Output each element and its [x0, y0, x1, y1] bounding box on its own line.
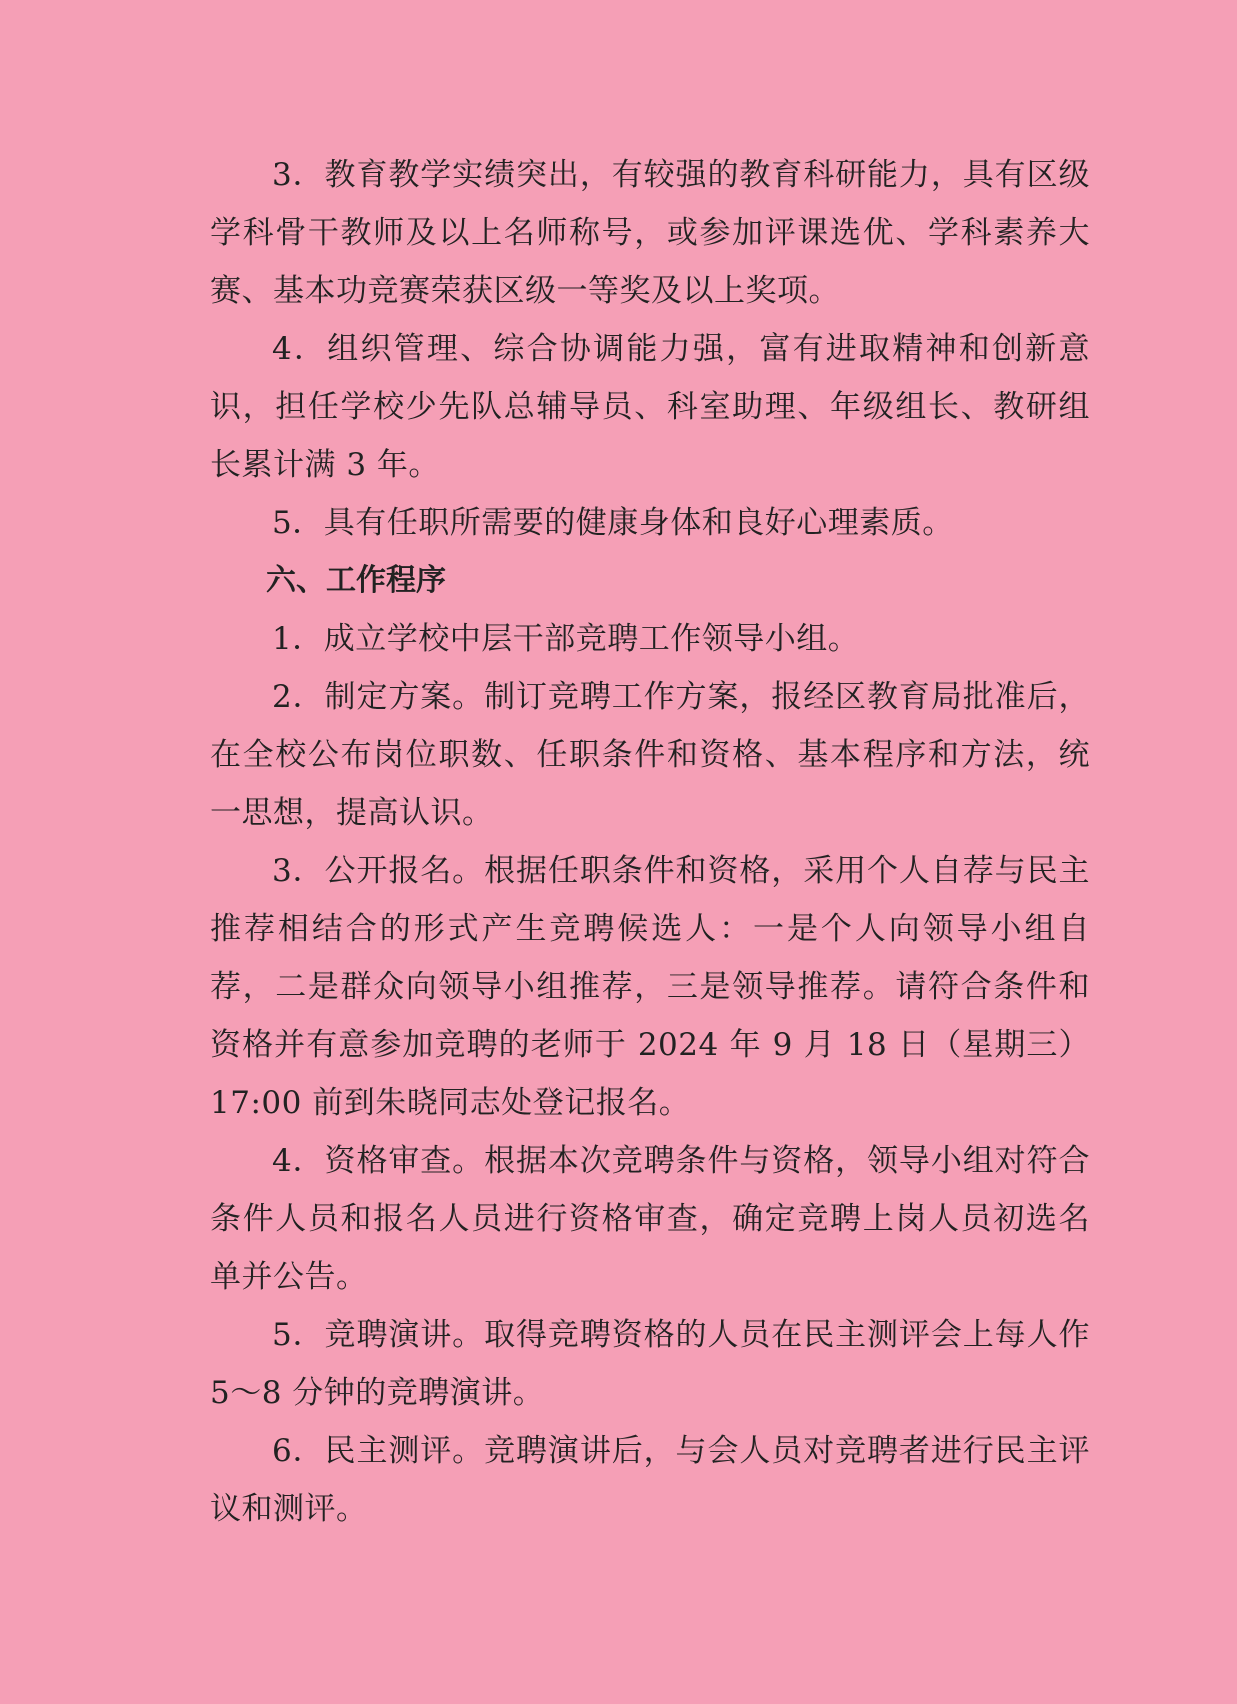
- paragraph-procedure-5: 5．竞聘演讲。取得竞聘资格的人员在民主测评会上每人作 5～8 分钟的竞聘演讲。: [210, 1317, 1090, 1411]
- paragraph-requirement-5: 5．具有任职所需要的健康身体和良好心理素质。: [272, 505, 954, 541]
- paragraph-procedure-2: 2．制定方案。制订竞聘工作方案，报经区教育局批准后，在全校公布岗位职数、任职条件和资格、基本程序和方法，统一思想，提高认识。: [210, 679, 1090, 831]
- paragraph-requirement-3: 3．教育教学实绩突出，有较强的教育科研能力，具有区级学科骨干教师及以上名师称号，或参加评课选优、学科素养大赛、基本功竞赛荣获区级一等奖及以上奖项。: [210, 157, 1090, 309]
- paragraph-procedure-1: 1．成立学校中层干部竞聘工作领导小组。: [272, 621, 860, 657]
- section-heading: 六、工作程序: [266, 563, 446, 598]
- paragraph-requirement-4: 4．组织管理、综合协调能力强，富有进取精神和创新意识，担任学校少先队总辅导员、科室助理、年级组长、教研组长累计满 3 年。: [210, 331, 1090, 483]
- document-body: [210, 146, 1090, 1538]
- paragraph-procedure-6: 6．民主测评。竞聘演讲后，与会人员对竞聘者进行民主评议和测评。: [210, 1433, 1090, 1527]
- paragraph-procedure-3: 3．公开报名。根据任职条件和资格，采用个人自荐与民主推荐相结合的形式产生竞聘候选人：一是个人向领导小组自荐，二是群众向领导小组推荐，三是领导推荐。请符合条件和资格并有意参加竞聘的老师于 2024 年 9 月 18 日（星期三）17:00 前到朱晓同志处登记报名。: [210, 853, 1090, 1121]
- paragraph-procedure-4: 4．资格审查。根据本次竞聘条件与资格，领导小组对符合条件人员和报名人员进行资格审查，确定竞聘上岗人员初选名单并公告。: [210, 1143, 1090, 1295]
